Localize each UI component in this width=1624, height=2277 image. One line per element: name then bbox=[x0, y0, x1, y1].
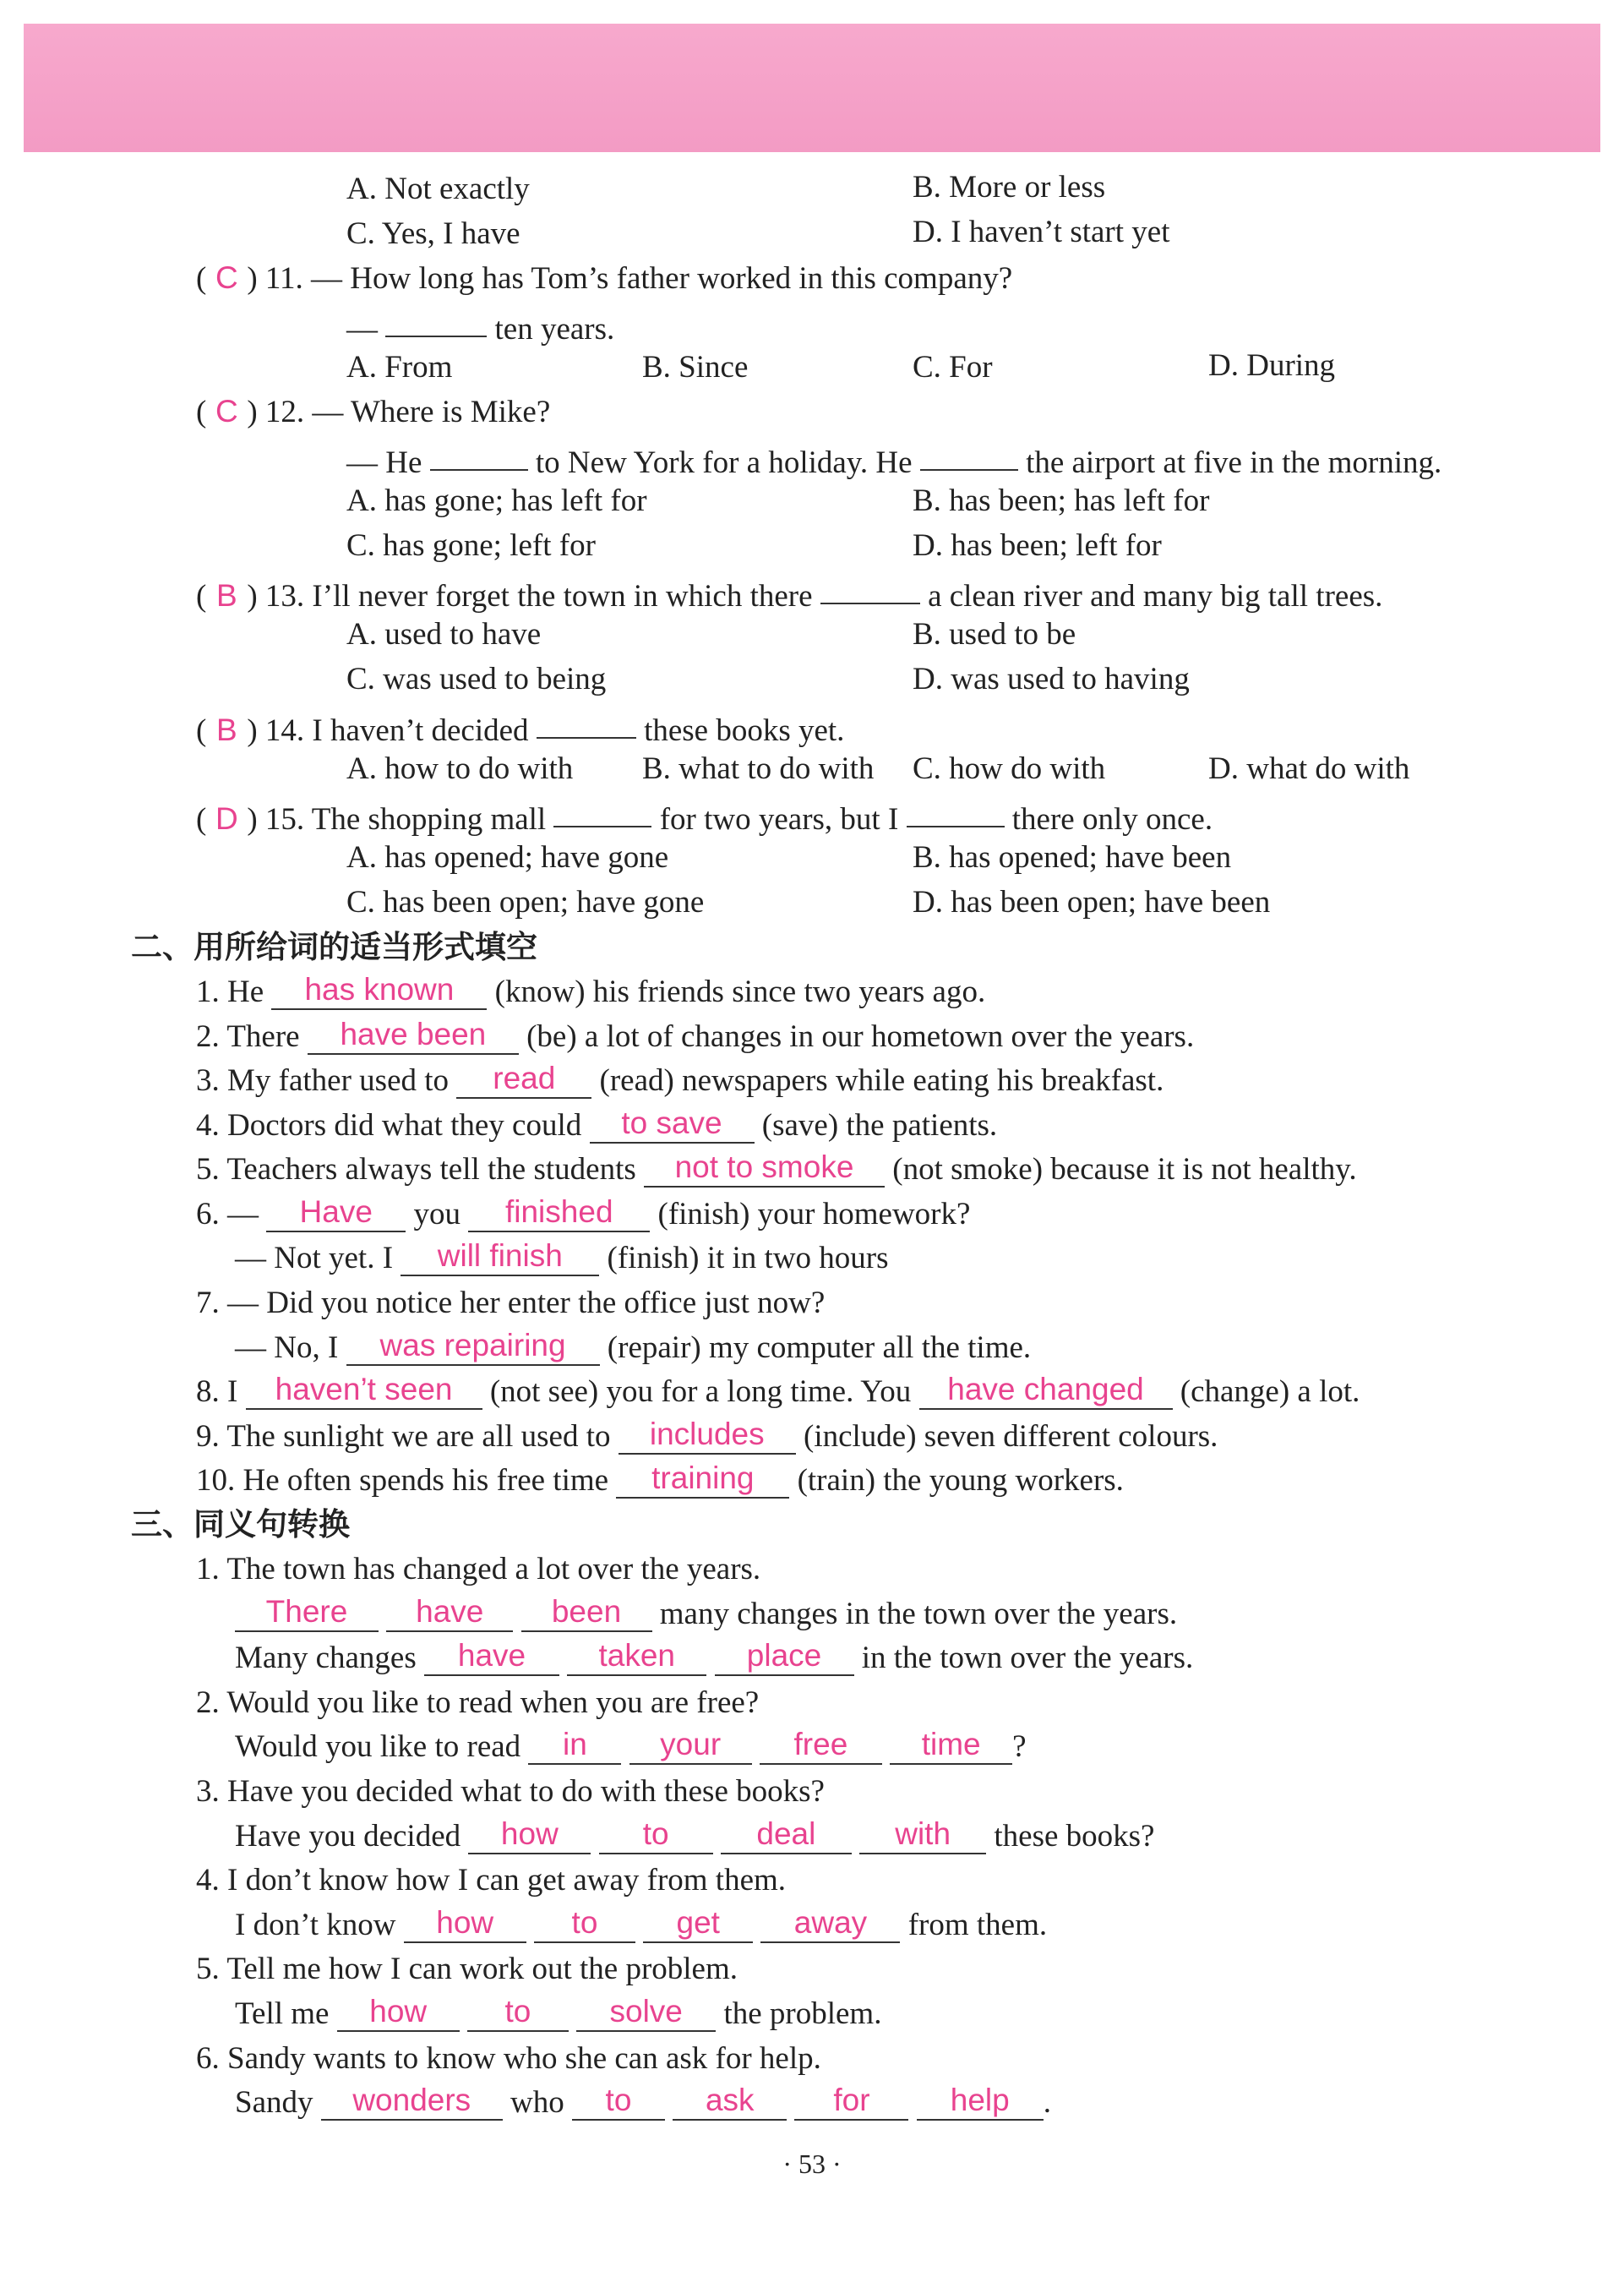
answer-blank: place bbox=[715, 1639, 854, 1676]
rewrite-4-answer: I don’t know how to get away from them. bbox=[235, 1905, 1048, 1942]
section-3-title: 三、同义句转换 bbox=[131, 1506, 350, 1543]
answer-blank bbox=[537, 702, 636, 739]
answer-choice: B bbox=[215, 578, 237, 613]
answer-blank: with bbox=[859, 1817, 986, 1854]
fill-item-6: 6. — Have you finished (finish) your homework? bbox=[196, 1194, 971, 1231]
rewrite-1-answer: There have been many changes in the town over the years. bbox=[235, 1592, 1177, 1636]
fill-item-7-reply: — No, I was repairing (repair) my computer all the time. bbox=[235, 1328, 1032, 1365]
fill-item-9: 9. The sunlight we are all used to includes (include) seven different colours. bbox=[196, 1417, 1218, 1454]
answer-blank: training bbox=[616, 1461, 789, 1499]
fill-item-3: 3. My father used to read (read) newspapers while eating his breakfast. bbox=[196, 1061, 1164, 1098]
rewrite-1-original: 1. The town has changed a lot over the years. bbox=[196, 1552, 761, 1586]
option-c: C. Yes, I have bbox=[346, 216, 520, 251]
option-b: B. More or less bbox=[913, 170, 1106, 205]
answer-blank: free bbox=[760, 1728, 882, 1765]
option-b: B. Since bbox=[642, 350, 749, 385]
answer-blank: how bbox=[468, 1817, 591, 1854]
fill-item-5: 5. Teachers always tell the students not to smoke (not smoke) because it is not healthy. bbox=[196, 1149, 1357, 1187]
rewrite-2-original: 2. Would you like to read when you are free? bbox=[196, 1685, 760, 1720]
page-number: · 53 · bbox=[782, 2149, 842, 2179]
answer-blank: haven’t seen bbox=[246, 1373, 482, 1410]
answer-blank: for bbox=[794, 2083, 908, 2121]
option-b: B. used to be bbox=[913, 617, 1076, 652]
rewrite-5-original: 5. Tell me how I can work out the problem. bbox=[196, 1952, 738, 1986]
answer-blank: not to smoke bbox=[644, 1150, 885, 1188]
answer-blank bbox=[430, 434, 528, 471]
fill-item-1: 1. He has known (know) his friends since two years ago. bbox=[196, 972, 986, 1009]
answer-blank: to save bbox=[590, 1106, 755, 1144]
question-12-line2: — He to New York for a holiday. He the airport at five in the morning. bbox=[346, 434, 1441, 478]
answer-blank: away bbox=[760, 1906, 900, 1943]
answer-blank: to bbox=[534, 1906, 635, 1943]
answer-blank: how bbox=[337, 1995, 460, 2032]
question-13: ( B ) 13. I’ll never forget the town in which there a clean river and many big tall trees. bbox=[196, 567, 1382, 612]
answer-blank: ask bbox=[673, 2083, 787, 2121]
answer-blank: have bbox=[386, 1595, 513, 1632]
option-d: D. what do with bbox=[1208, 751, 1410, 786]
answer-blank bbox=[907, 790, 1005, 827]
answer-blank: taken bbox=[567, 1639, 706, 1676]
option-c: C. has gone; left for bbox=[346, 528, 596, 563]
answer-blank: been bbox=[521, 1595, 652, 1632]
option-c: C. how do with bbox=[913, 751, 1106, 786]
rewrite-2-answer: Would you like to read in your free time ? bbox=[235, 1727, 1027, 1764]
option-d: D. has been open; have been bbox=[913, 885, 1271, 920]
answer-blank: has known bbox=[271, 973, 487, 1010]
option-b: B. what to do with bbox=[642, 751, 875, 786]
option-c: C. has been open; have gone bbox=[346, 885, 705, 920]
answer-choice: C bbox=[215, 260, 238, 295]
rewrite-4-original: 4. I don’t know how I can get away from them. bbox=[196, 1863, 787, 1898]
answer-blank bbox=[820, 567, 920, 604]
answer-blank: read bbox=[456, 1062, 591, 1099]
answer-blank bbox=[553, 790, 651, 827]
question-11-reply: — ten years. bbox=[346, 300, 614, 345]
rewrite-5-answer: Tell me how to solve the problem. bbox=[235, 1994, 882, 2031]
answer-blank bbox=[385, 300, 487, 337]
option-c: C. was used to being bbox=[346, 662, 607, 696]
answer-blank: how bbox=[404, 1906, 526, 1943]
answer-blank: deal bbox=[721, 1817, 852, 1854]
section-2-title: 二、用所给词的适当形式填空 bbox=[131, 929, 537, 965]
answer-blank: will finish bbox=[401, 1239, 599, 1276]
answer-blank: to bbox=[572, 2083, 665, 2121]
fill-item-2: 2. There have been (be) a lot of changes in our hometown over the years. bbox=[196, 1017, 1195, 1054]
fill-item-8: 8. I haven’t seen (not see) you for a long time. You have changed (change) a lot. bbox=[196, 1372, 1360, 1409]
option-d: D. has been; left for bbox=[913, 528, 1162, 563]
answer-blank: have changed bbox=[919, 1373, 1173, 1410]
answer-blank: was repairing bbox=[346, 1329, 600, 1366]
answer-blank: help bbox=[917, 2083, 1044, 2121]
option-c: C. For bbox=[913, 350, 993, 385]
answer-blank bbox=[920, 434, 1018, 471]
rewrite-6-original: 6. Sandy wants to know who she can ask for help. bbox=[196, 2041, 821, 2076]
answer-blank: your bbox=[629, 1728, 752, 1765]
question-14: ( B ) 14. I haven’t decided these books yet. bbox=[196, 702, 844, 746]
rewrite-3-answer: Have you decided how to deal with these books? bbox=[235, 1816, 1155, 1854]
answer-blank: in bbox=[528, 1728, 621, 1765]
rewrite-6-answer: Sandy wonders who to ask for help . bbox=[235, 2083, 1051, 2120]
header-banner bbox=[24, 24, 1600, 152]
question-15: ( D ) 15. The shopping mall for two years, but I there only once. bbox=[196, 790, 1213, 835]
answer-blank: solve bbox=[576, 1995, 716, 2032]
fill-item-4: 4. Doctors did what they could to save (save) the patients. bbox=[196, 1106, 998, 1143]
fill-item-6-reply: — Not yet. I will finish (finish) it in two hours bbox=[235, 1238, 889, 1275]
question-12: ( C ) 12. — Where is Mike? bbox=[196, 389, 550, 434]
answer-choice: C bbox=[215, 394, 238, 429]
answer-blank: have bbox=[424, 1639, 559, 1676]
answer-blank: get bbox=[643, 1906, 753, 1943]
option-a: A. Not exactly bbox=[346, 172, 530, 206]
rewrite-1-answer-2: Many changes have taken place in the town over the years. bbox=[235, 1638, 1194, 1675]
option-d: D. was used to having bbox=[913, 662, 1190, 696]
option-a: A. has gone; has left for bbox=[346, 483, 647, 518]
rewrite-3-original: 3. Have you decided what to do with these books? bbox=[196, 1774, 825, 1809]
option-a: A. has opened; have gone bbox=[346, 840, 669, 875]
answer-blank: includes bbox=[619, 1417, 796, 1455]
option-d: D. During bbox=[1208, 348, 1336, 383]
option-b: B. has been; has left for bbox=[913, 483, 1210, 518]
option-a: A. how to do with bbox=[346, 751, 574, 786]
option-d: D. I haven’t start yet bbox=[913, 215, 1170, 249]
option-b: B. has opened; have been bbox=[913, 840, 1232, 875]
fill-item-10: 10. He often spends his free time training (train) the young workers. bbox=[196, 1461, 1124, 1498]
answer-blank: have been bbox=[308, 1018, 519, 1055]
answer-blank: wonders bbox=[321, 2083, 503, 2121]
option-a: A. From bbox=[346, 350, 453, 385]
answer-blank: to bbox=[599, 1817, 713, 1854]
answer-blank: time bbox=[890, 1728, 1012, 1765]
answer-blank: to bbox=[467, 1995, 569, 2032]
answer-blank: Have bbox=[266, 1195, 406, 1232]
answer-blank: finished bbox=[468, 1195, 650, 1232]
answer-blank: There bbox=[235, 1595, 379, 1632]
option-a: A. used to have bbox=[346, 617, 542, 652]
answer-choice: B bbox=[215, 713, 237, 747]
question-11: ( C ) 11. — How long has Tom’s father worked in this company? bbox=[196, 255, 1012, 300]
fill-item-7: 7. — Did you notice her enter the office just now? bbox=[196, 1286, 826, 1320]
answer-choice: D bbox=[215, 801, 238, 836]
